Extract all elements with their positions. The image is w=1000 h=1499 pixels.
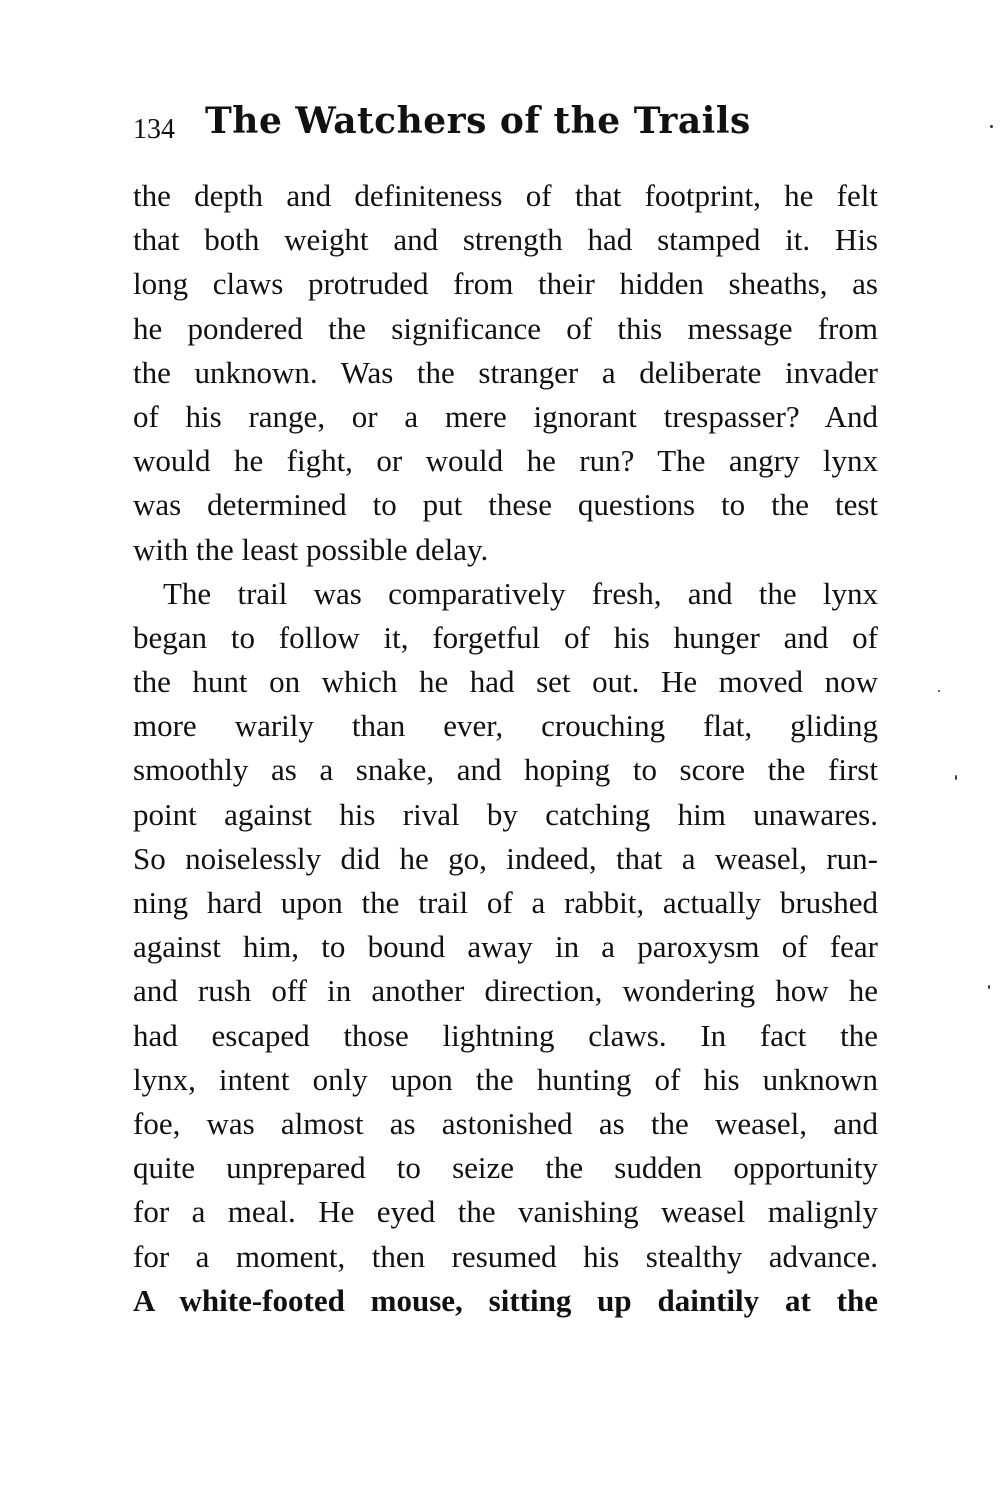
page-body bbox=[133, 174, 878, 1323]
text-line: long claws protruded from their hidden sheaths, as bbox=[133, 266, 878, 302]
text-line: for a meal. He eyed the vanishing weasel malignly bbox=[133, 1194, 878, 1230]
text-line: So noiselessly did he go, indeed, that a weasel, run- bbox=[133, 840, 878, 876]
scan-speck bbox=[990, 125, 993, 128]
text-line: began to follow it, forgetful of his hunger and of bbox=[133, 619, 878, 655]
scan-speck bbox=[955, 775, 957, 780]
text-line: foe, was almost as astonished as the weasel, and bbox=[133, 1105, 878, 1141]
text-line: the unknown. Was the stranger a deliberate invader bbox=[133, 354, 878, 390]
page-number: 134 bbox=[133, 114, 175, 145]
text-line: that both weight and strength had stamped it. His bbox=[133, 222, 878, 258]
paragraph bbox=[133, 174, 878, 572]
text-line: of his range, or a mere ignorant trespasser? And bbox=[133, 398, 878, 434]
text-line: for a moment, then resumed his stealthy advance. bbox=[133, 1238, 878, 1274]
text-line: and rush off in another direction, wondering how he bbox=[133, 973, 878, 1009]
scan-speck bbox=[938, 690, 940, 692]
text-line: he pondered the significance of this message from bbox=[133, 310, 878, 346]
text-line: A white-footed mouse, sitting up daintily at the bbox=[133, 1282, 878, 1318]
text-line: lynx, intent only upon the hunting of his unknown bbox=[133, 1061, 878, 1097]
scan-speck bbox=[988, 985, 990, 989]
text-line: was determined to put these questions to the test bbox=[133, 487, 878, 523]
text-line: more warily than ever, crouching flat, gliding bbox=[133, 708, 878, 744]
text-line: against him, to bound away in a paroxysm of fear bbox=[133, 929, 878, 965]
text-line: would he fight, or would he run? The angry lynx bbox=[133, 443, 878, 479]
running-header bbox=[133, 100, 878, 150]
text-line: with the least possible delay. bbox=[133, 531, 489, 567]
text-line: the depth and definiteness of that footprint, he felt bbox=[133, 178, 878, 213]
text-line: ning hard upon the trail of a rabbit, actually brushed bbox=[133, 885, 878, 920]
text-line: the hunt on which he had set out. He moved now bbox=[133, 664, 878, 700]
paragraph bbox=[133, 572, 878, 1323]
text-line: quite unprepared to seize the sudden opportunity bbox=[133, 1150, 878, 1186]
text-line: had escaped those lightning claws. In fact the bbox=[133, 1017, 878, 1053]
text-line: point against his rival by catching him unawares. bbox=[133, 796, 878, 832]
text-line: The trail was comparatively fresh, and the lynx bbox=[163, 575, 878, 611]
running-title: The Watchers of the Trails bbox=[205, 100, 751, 142]
text-line: smoothly as a snake, and hoping to score the first bbox=[133, 752, 878, 788]
